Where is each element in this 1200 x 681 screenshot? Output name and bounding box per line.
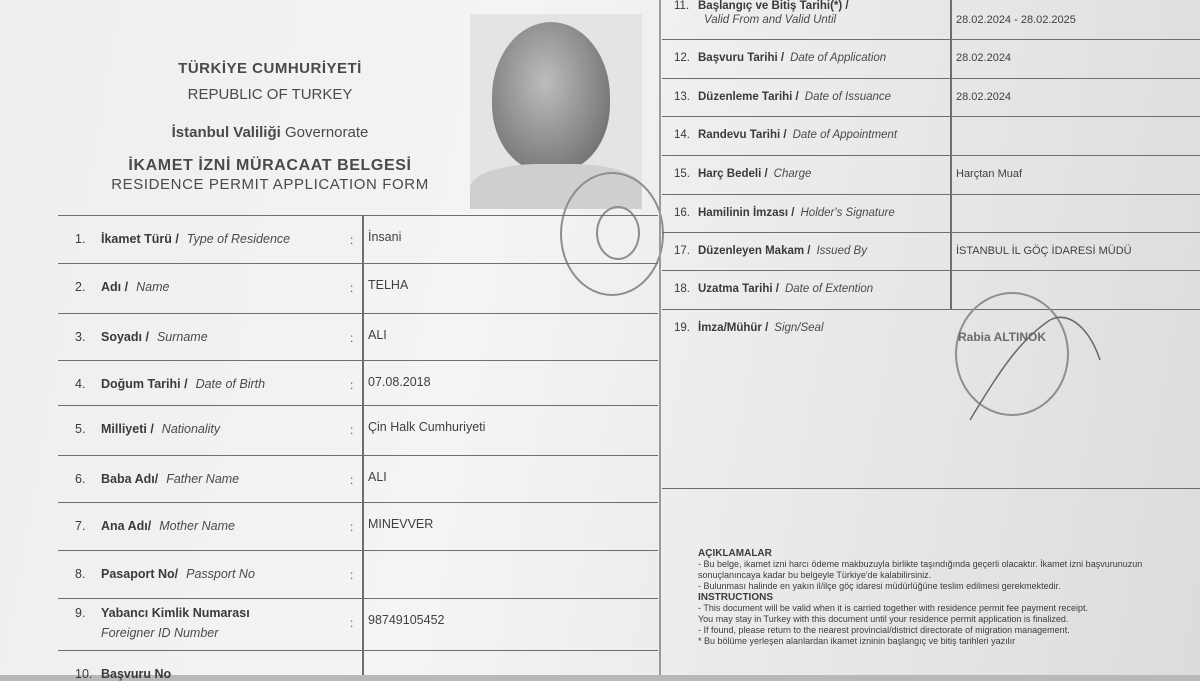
republic-title-tr: TÜRKİYE CUMHURİYETİ bbox=[178, 60, 362, 77]
notes-title-tr: AÇIKLAMALAR bbox=[698, 548, 772, 559]
field-label-tr: Harç Bedeli / bbox=[698, 168, 768, 180]
column-divider bbox=[950, 232, 952, 270]
notes-title-en: INSTRUCTIONS bbox=[698, 592, 773, 603]
column-divider bbox=[950, 0, 952, 43]
field-label bbox=[75, 519, 235, 533]
field-number: 4. bbox=[75, 377, 86, 391]
field-number: 6. bbox=[75, 472, 86, 486]
field-label bbox=[674, 322, 824, 334]
table-row-divider bbox=[58, 650, 658, 651]
field-label-tr: Düzenleme Tarihi / bbox=[698, 91, 799, 103]
column-divider bbox=[362, 550, 364, 598]
table-row-divider bbox=[58, 360, 658, 361]
notes-line: You may stay in Turkey with this document until your residence permit application is finalized. bbox=[698, 614, 1069, 624]
field-value: İnsani bbox=[368, 230, 402, 244]
field-number: 2. bbox=[75, 280, 86, 294]
field-number: 12. bbox=[674, 52, 690, 64]
field-number: 8. bbox=[75, 567, 86, 581]
notes-line: * Bu bölüme yerleşen alanlardan ikamet izninin başlangıç ve bitiş tarihleri yazılır bbox=[698, 636, 1016, 646]
field-label-en: Foreigner ID Number bbox=[101, 626, 219, 640]
table-row-divider bbox=[58, 215, 658, 216]
field-value: TELHA bbox=[368, 278, 409, 292]
field-label-en: Name bbox=[136, 280, 170, 294]
republic-title-en: REPUBLIC OF TURKEY bbox=[187, 86, 353, 103]
table-bottom-line bbox=[662, 488, 1200, 489]
field-label-en: Valid From and Valid Until bbox=[704, 14, 837, 26]
field-number: 1. bbox=[75, 232, 86, 246]
field-number: 13. bbox=[674, 91, 690, 103]
column-divider bbox=[950, 39, 952, 78]
field-label-en: Charge bbox=[773, 168, 812, 180]
table-row-divider bbox=[58, 502, 658, 503]
field-number: 10. bbox=[75, 667, 93, 681]
field-label bbox=[674, 52, 886, 64]
field-value: MINEVVER bbox=[368, 517, 434, 531]
column-divider bbox=[362, 502, 364, 550]
column-divider bbox=[362, 263, 364, 313]
table-row-divider bbox=[662, 78, 1200, 79]
column-divider bbox=[362, 650, 364, 675]
field-value: 07.08.2018 bbox=[368, 375, 431, 389]
field-number: 5. bbox=[75, 422, 86, 436]
field-label-tr: Başlangıç ve Bitiş Tarihi(*) / bbox=[698, 0, 849, 12]
colon-separator: : bbox=[350, 473, 354, 487]
field-label-tr: Pasaport No/ bbox=[101, 567, 179, 581]
field-label bbox=[75, 422, 220, 436]
table-row-divider bbox=[662, 116, 1200, 117]
field-label-tr: İkamet Türü / bbox=[101, 232, 179, 246]
field-label-en: Issued By bbox=[816, 245, 867, 257]
colon-separator: : bbox=[350, 568, 354, 582]
field-value: İSTANBUL İL GÖÇ İDARESİ MÜDÜ bbox=[956, 245, 1132, 257]
field-label-en: Date of Appointment bbox=[792, 129, 898, 141]
field-label-tr: Düzenleyen Makam / bbox=[698, 245, 811, 257]
field-value: Harçtan Muaf bbox=[956, 168, 1023, 180]
notes-section bbox=[698, 548, 1198, 647]
field-label-en: Father Name bbox=[166, 472, 240, 486]
field-number: 14. bbox=[674, 129, 690, 141]
field-label bbox=[674, 283, 873, 295]
field-number: 19. bbox=[674, 322, 690, 334]
field-label bbox=[75, 567, 255, 581]
field-label-en: Date of Application bbox=[790, 52, 887, 64]
field-label bbox=[75, 330, 208, 344]
field-label-tr: Yabancı Kimlik Numarası bbox=[101, 606, 250, 620]
field-number: 15. bbox=[674, 168, 690, 180]
form-title-tr: İKAMET İZNİ MÜRACAAT BELGESİ bbox=[128, 157, 412, 174]
form-title-en: RESIDENCE PERMIT APPLICATION FORM bbox=[111, 176, 429, 193]
field-label bbox=[674, 245, 867, 257]
table-row-divider bbox=[58, 405, 658, 406]
field-label-en: Mother Name bbox=[159, 519, 235, 533]
field-label-tr: Ana Adı/ bbox=[101, 519, 152, 533]
field-label-en: Surname bbox=[156, 330, 208, 344]
field-number: 7. bbox=[75, 519, 86, 533]
field-label bbox=[75, 606, 250, 640]
notes-line: - Bu belge, ikamet izni harcı ödeme makbuzuyla birlikte taşındığında geçerli olacaktır. İkamet izni başvurunuzun bbox=[698, 559, 1143, 569]
colon-separator: : bbox=[350, 378, 354, 392]
field-label-en: Date of Issuance bbox=[804, 91, 892, 103]
field-value: 28.02.2024 bbox=[956, 91, 1012, 103]
field-number: 11. bbox=[674, 0, 690, 12]
field-label-tr: Başvuru Tarihi / bbox=[698, 52, 785, 64]
governorate-en: Governorate bbox=[284, 124, 369, 141]
colon-separator: : bbox=[350, 233, 354, 247]
table-row-divider bbox=[58, 263, 658, 264]
column-divider bbox=[362, 313, 364, 360]
field-value: ALI bbox=[368, 328, 387, 342]
field-label-tr: Hamilinin İmzası / bbox=[698, 207, 795, 219]
page-fold bbox=[659, 0, 661, 675]
column-divider bbox=[362, 360, 364, 405]
field-number: 3. bbox=[75, 330, 86, 344]
field-label bbox=[674, 91, 891, 103]
table-row-divider bbox=[662, 39, 1200, 40]
field-label-en: Date of Birth bbox=[195, 377, 266, 391]
field-label-tr: Milliyeti / bbox=[101, 422, 154, 436]
field-label bbox=[674, 168, 811, 180]
column-divider bbox=[950, 155, 952, 194]
field-label-en: Nationality bbox=[161, 422, 221, 436]
field-label bbox=[75, 667, 171, 681]
governorate-tr: İstanbul Valiliği bbox=[171, 124, 281, 141]
field-value: 28.02.2024 bbox=[956, 52, 1012, 64]
field-label-tr: Baba Adı/ bbox=[101, 472, 159, 486]
colon-separator: : bbox=[350, 331, 354, 345]
column-divider bbox=[950, 194, 952, 232]
table-row-divider bbox=[58, 598, 658, 599]
notes-line: - This document will be valid when it is carried together with residence permit fee payment receipt. bbox=[698, 603, 1089, 613]
field-label-tr: Başvuru No bbox=[101, 667, 172, 681]
photo-head bbox=[492, 22, 610, 172]
field-number: 17. bbox=[674, 245, 690, 257]
field-label-en: Type of Residence bbox=[186, 232, 291, 246]
field-number: 16. bbox=[674, 207, 690, 219]
colon-separator: : bbox=[350, 281, 354, 295]
table-row-divider bbox=[662, 232, 1200, 233]
colon-separator: : bbox=[350, 616, 354, 630]
field-label bbox=[674, 207, 895, 219]
governorate bbox=[20, 124, 520, 141]
field-value: ALI bbox=[368, 470, 387, 484]
signature-mark bbox=[960, 300, 1110, 440]
field-value: Çin Halk Cumhuriyeti bbox=[368, 420, 486, 434]
field-value: 98749105452 bbox=[368, 613, 445, 627]
table-row-divider bbox=[662, 155, 1200, 156]
seal-name: Rabia ALTINOK bbox=[958, 330, 1047, 344]
table-row-divider bbox=[58, 455, 658, 456]
table-row-divider bbox=[662, 194, 1200, 195]
field-label bbox=[75, 472, 239, 486]
colon-separator: : bbox=[350, 423, 354, 437]
column-divider bbox=[362, 598, 364, 650]
field-label-en: Date of Extention bbox=[784, 283, 874, 295]
field-label bbox=[75, 280, 169, 294]
field-label-en: Passport No bbox=[186, 567, 255, 581]
column-divider bbox=[362, 215, 364, 263]
table-row-divider bbox=[662, 270, 1200, 271]
notes-line: sonuçlanıncaya kadar bu belgeyle Türkiye'de kalabilirsiniz. bbox=[698, 570, 932, 580]
field-label-tr: İmza/Mühür / bbox=[698, 322, 769, 334]
field-label bbox=[674, 0, 849, 26]
column-divider bbox=[362, 405, 364, 455]
field-label bbox=[75, 232, 290, 246]
field-label-tr: Soyadı / bbox=[101, 330, 149, 344]
field-number: 18. bbox=[674, 283, 690, 295]
column-divider bbox=[950, 78, 952, 116]
table-row-divider bbox=[58, 550, 658, 551]
colon-separator: : bbox=[350, 520, 354, 534]
field-label-en: Holder's Signature bbox=[800, 207, 895, 219]
field-label-tr: Doğum Tarihi / bbox=[101, 377, 188, 391]
field-label bbox=[75, 377, 265, 391]
column-divider bbox=[950, 270, 952, 309]
field-label-tr: Adı / bbox=[101, 280, 129, 294]
field-number: 9. bbox=[75, 606, 86, 620]
table-row-divider bbox=[662, 309, 1200, 310]
field-label-tr: Randevu Tarihi / bbox=[698, 129, 787, 141]
table-row-divider bbox=[58, 313, 658, 314]
field-label-tr: Uzatma Tarihi / bbox=[698, 283, 779, 295]
notes-line: - Bulunması halinde en yakın il/ilçe göç idaresi müdürlüğüne teslim edilmesi gerekmektedir. bbox=[698, 581, 1061, 591]
column-divider bbox=[362, 455, 364, 502]
field-label-en: Sign/Seal bbox=[774, 322, 824, 334]
field-label bbox=[674, 129, 897, 141]
notes-line: - If found, please return to the nearest provincial/district directorate of migration management. bbox=[698, 625, 1070, 635]
field-value: 28.02.2024 - 28.02.2025 bbox=[956, 14, 1076, 26]
column-divider bbox=[950, 116, 952, 155]
